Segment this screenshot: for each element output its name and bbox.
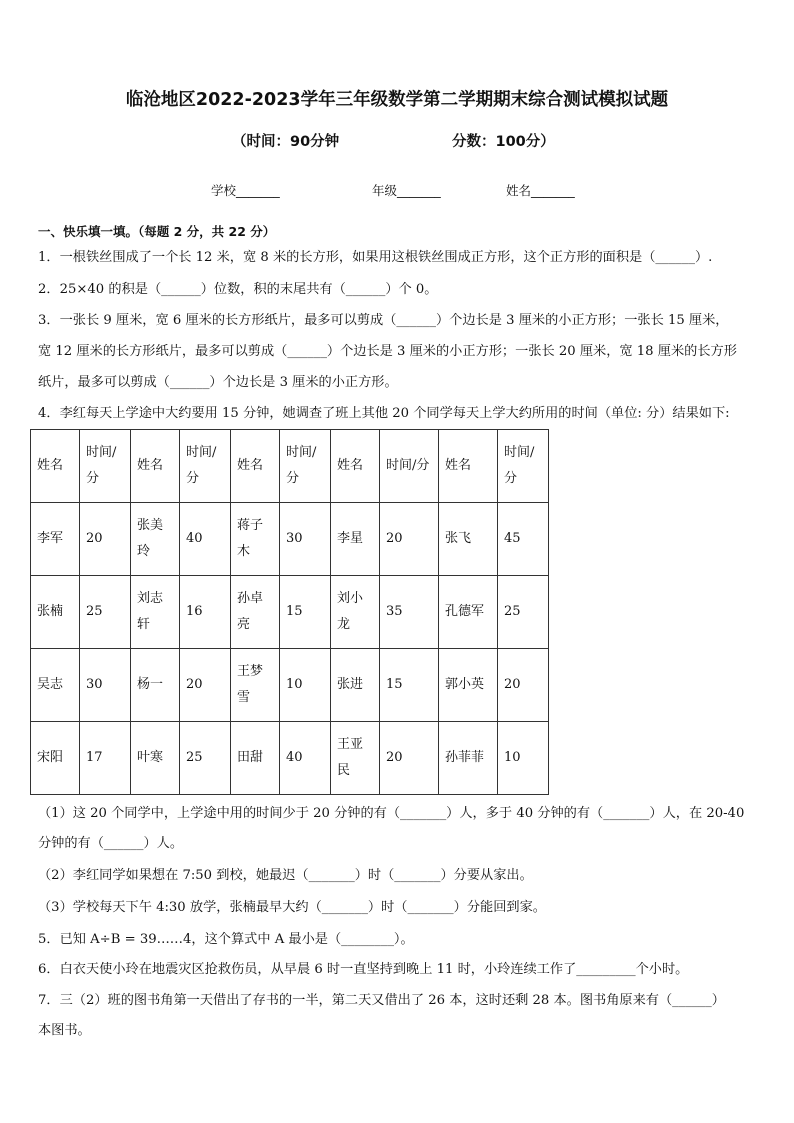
question-3-line-2: 宽 12 厘米的长方形纸片，最多可以剪成（______）个边长是 3 厘米的小正方形；一张长 20 厘米，宽 18 厘米的长方形 [38,344,737,359]
name-field [506,181,575,199]
table-cell: 30 [80,649,131,722]
table-cell: 25 [180,722,231,795]
question-3-line-1: 3．一张长 9 厘米，宽 6 厘米的长方形纸片，最多可以剪成（______）个边长是 3 厘米的小正方形；一张长 15 厘米， [38,313,729,328]
header-cell: 姓名 [231,430,280,503]
table-cell: 王亚民 [331,722,380,795]
table-cell: 30 [280,503,331,576]
table-cell: 孔德军 [439,576,498,649]
question-2: 2．25×40 的积是（______）位数，积的末尾共有（______）个 0。 [38,282,438,297]
question-1: 1．一根铁丝围成了一个长 12 米，宽 8 米的长方形，如果用这根铁丝围成正方形，这个正方形的面积是（______）. [38,250,713,265]
header-cell: 姓名 [31,430,80,503]
table-cell: 25 [80,576,131,649]
table-cell: 10 [498,722,549,795]
table-cell: 宋阳 [31,722,80,795]
table-row [31,503,549,576]
header-cell: 姓名 [439,430,498,503]
question-6: 6．白衣天使小玲在地震灾区抢救伤员，从早晨 6 时一直坚持到晚上 11 时，小玲连续工作了_________个小时。 [38,962,689,977]
table-cell: 15 [380,649,439,722]
table-cell: 20 [180,649,231,722]
table-cell: 王梦雪 [231,649,280,722]
header-cell: 时间/分 [180,430,231,503]
header-cell: 姓名 [131,430,180,503]
table-cell: 20 [80,503,131,576]
table-cell: 10 [280,649,331,722]
table-row [31,649,549,722]
table-cell: 吴志 [31,649,80,722]
grade-label: 年级 [372,183,398,198]
time-survey-table [30,429,549,795]
table-cell: 16 [180,576,231,649]
table-cell: 田甜 [231,722,280,795]
question-4-3: （3）学校每天下午 4:30 放学，张楠最早大约（_______）时（_______）分能回到家。 [38,900,546,915]
page-title: 临沧地区2022-2023学年三年级数学第二学期期末综合测试模拟试题 [125,90,669,110]
question-5: 5．已知 A÷B = 39……4，这个算式中 A 最小是（________）。 [38,932,414,947]
header-cell: 时间/分 [498,430,549,503]
header-cell: 时间/分 [380,430,439,503]
table-cell: 20 [498,649,549,722]
table-cell: 李军 [31,503,80,576]
header-cell: 时间/分 [80,430,131,503]
table-cell: 蒋子木 [231,503,280,576]
question-4-2: （2）李红同学如果想在 7:50 到校，她最迟（_______）时（_______）分要从家出。 [38,868,533,883]
table-cell: 张美玲 [131,503,180,576]
header-cell: 姓名 [331,430,380,503]
table-cell: 张飞 [439,503,498,576]
grade-field [372,181,441,199]
table-cell: 郭小英 [439,649,498,722]
exam-time: （时间：90分钟 [232,134,340,150]
table-cell: 杨一 [131,649,180,722]
header-cell: 时间/分 [280,430,331,503]
table-cell: 15 [280,576,331,649]
table-row [31,722,549,795]
school-field [211,181,280,199]
table-cell: 25 [498,576,549,649]
table-cell: 孙菲菲 [439,722,498,795]
table-cell: 张楠 [31,576,80,649]
question-4-1-line-1: （1）这 20 个同学中，上学途中用的时间少于 20 分钟的有（_______）人，多于 40 分钟的有（_______）人，在 20-40 [38,806,745,821]
question-7-line-1: 7．三（2）班的图书角第一天借出了存书的一半，第二天又借出了 26 本，这时还剩 28 本。图书角原来有（______） [38,993,725,1008]
question-4-1-line-2: 分钟的有（______）人。 [38,836,184,851]
table-row [31,576,549,649]
table-cell: 孙卓亮 [231,576,280,649]
school-label: 学校 [211,183,237,198]
name-blank: _______ [531,183,575,198]
table-cell: 40 [280,722,331,795]
name-label: 姓名 [506,183,532,198]
table-cell: 刘小龙 [331,576,380,649]
table-cell: 45 [498,503,549,576]
section-heading: 一、快乐填一填。（每题 2 分，共 22 分） [38,224,276,239]
table-cell: 20 [380,503,439,576]
table-header-row [31,430,549,503]
grade-blank: _______ [397,183,441,198]
question-7-line-2: 本图书。 [38,1023,91,1038]
table-cell: 35 [380,576,439,649]
question-3-line-3: 纸片，最多可以剪成（______）个边长是 3 厘米的小正方形。 [38,375,398,390]
table-cell: 40 [180,503,231,576]
question-4: 4．李红每天上学途中大约要用 15 分钟，她调查了班上其他 20 个同学每天上学大约所用的时间（单位: 分）结果如下: [38,406,730,421]
table-cell: 20 [380,722,439,795]
table-cell: 叶寒 [131,722,180,795]
exam-score: 分数：100分） [452,134,555,150]
table-cell: 李星 [331,503,380,576]
table-cell: 17 [80,722,131,795]
school-blank: _______ [236,183,280,198]
table-cell: 刘志轩 [131,576,180,649]
table-cell: 张进 [331,649,380,722]
